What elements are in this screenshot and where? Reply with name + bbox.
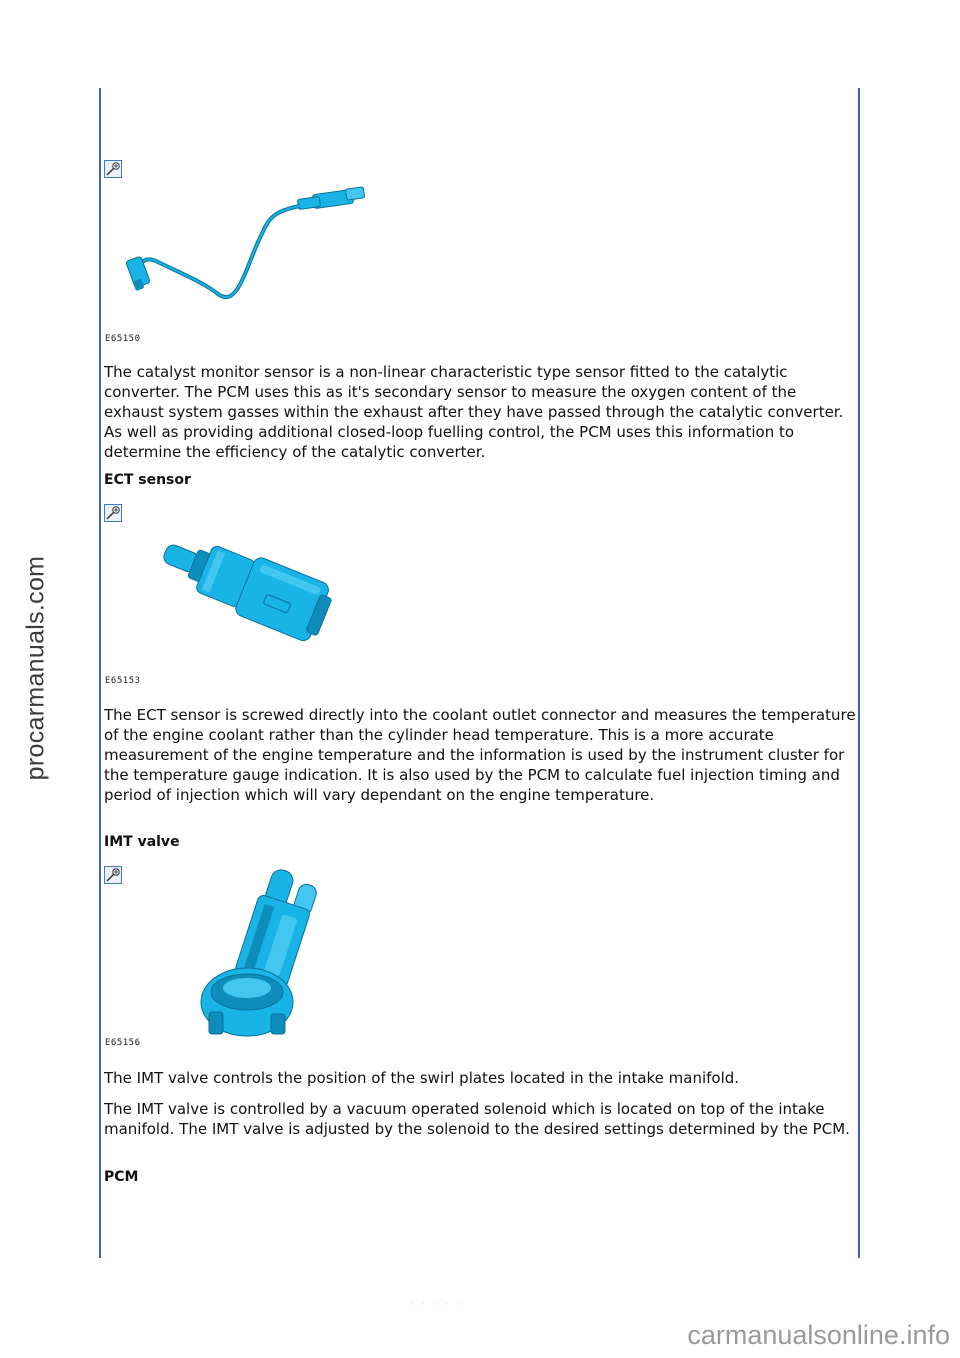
- zoom-icon[interactable]: [104, 160, 122, 178]
- imt-valve-description-1: The IMT valve controls the position of the swirl plates located in the intake manifold.: [104, 1069, 740, 1087]
- catalyst-sensor-description: The catalyst monitor sensor is a non-linear characteristic type sensor fitted to the catalytic converter. The PCM uses this as it's secondary sensor to measure the oxygen content of the exhaust system gasses within the exhaust after they have passed through the catalytic converter. As well as providing additional closed-loop fuelling control, the PCM uses this information to determine the efficiency of the catalytic converter.: [104, 363, 844, 461]
- imt-valve-heading: IMT valve: [104, 834, 180, 850]
- ect-sensor-description: The ECT sensor is screwed directly into the coolant outlet connector and measures the temperature of the engine coolant rather than the cylinder head temperature. This is a more accurate measurement of the engine temperature and the information is used by the instrument cluster for the temperature gauge indication. It is also used by the PCM to calculate fuel injection timing and period of injection which will vary dependant on the engine temperature.: [104, 706, 856, 804]
- imt-valve-description-2: The IMT valve is controlled by a vacuum operated solenoid which is located on top of the intake manifold. The IMT valve is adjusted by the solenoid to the desired settings determined by the PCM.: [104, 1100, 850, 1138]
- ect-sensor-figure: [145, 530, 345, 660]
- zoom-icon[interactable]: [104, 504, 122, 522]
- imt-valve-figure: [185, 862, 325, 1047]
- figure-label: E65156: [105, 1038, 141, 1048]
- zoom-icon[interactable]: [104, 866, 122, 884]
- side-watermark: procarmanuals.com: [21, 555, 50, 781]
- figure-label: E65153: [105, 676, 141, 686]
- catalyst-monitor-sensor-figure: [118, 182, 378, 312]
- page-number: · · · · ·: [410, 1300, 463, 1310]
- left-margin-rule: [99, 88, 101, 1258]
- pcm-heading: PCM: [104, 1169, 139, 1185]
- ect-sensor-heading: ECT sensor: [104, 472, 191, 488]
- figure-label: E65150: [105, 334, 141, 344]
- bottom-watermark: carmanualsonline.info: [687, 1320, 950, 1350]
